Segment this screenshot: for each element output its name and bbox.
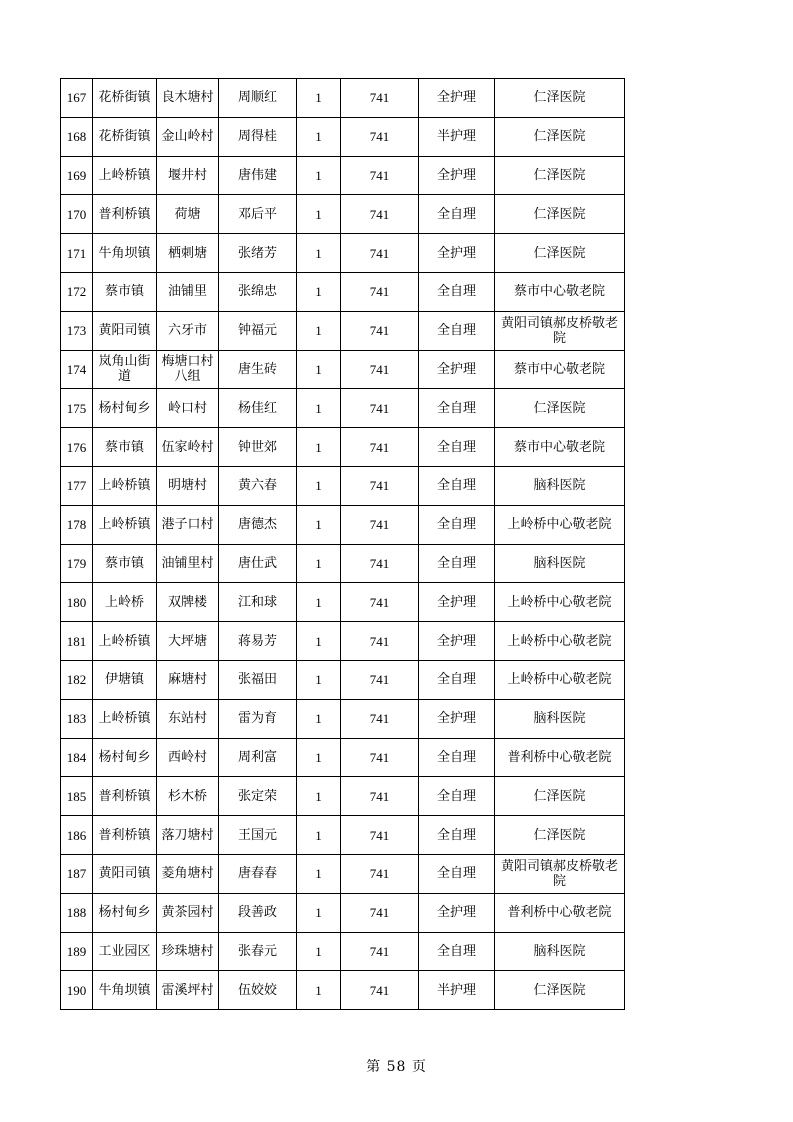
amount-cell: 741 <box>341 195 419 234</box>
village-cell: 明塘村 <box>157 466 219 505</box>
count-cell: 1 <box>297 117 341 156</box>
count-cell: 1 <box>297 583 341 622</box>
care-level-cell: 全自理 <box>419 932 495 971</box>
table-row <box>61 971 625 1010</box>
row-number-cell: 186 <box>61 816 93 855</box>
village-cell: 雷溪坪村 <box>157 971 219 1010</box>
care-level-cell: 全护理 <box>419 583 495 622</box>
row-number-cell: 183 <box>61 699 93 738</box>
facility-cell: 仁泽医院 <box>495 117 625 156</box>
person-name-cell: 唐德杰 <box>219 505 297 544</box>
person-name-cell: 周利富 <box>219 738 297 777</box>
row-number-cell: 171 <box>61 234 93 273</box>
count-cell: 1 <box>297 893 341 932</box>
row-number-cell: 169 <box>61 156 93 195</box>
care-level-cell: 全护理 <box>419 893 495 932</box>
facility-cell: 仁泽医院 <box>495 816 625 855</box>
count-cell: 1 <box>297 622 341 661</box>
row-number-cell: 184 <box>61 738 93 777</box>
town-cell: 上岭桥镇 <box>93 622 157 661</box>
person-name-cell: 张福田 <box>219 660 297 699</box>
count-cell: 1 <box>297 816 341 855</box>
person-name-cell: 唐伟建 <box>219 156 297 195</box>
count-cell: 1 <box>297 777 341 816</box>
care-level-cell: 全自理 <box>419 428 495 467</box>
village-cell: 油铺里 <box>157 272 219 311</box>
table-row <box>61 738 625 777</box>
facility-cell: 普利桥中心敬老院 <box>495 893 625 932</box>
town-cell: 蔡市镇 <box>93 544 157 583</box>
row-number-cell: 168 <box>61 117 93 156</box>
table-row <box>61 234 625 273</box>
town-cell: 牛角坝镇 <box>93 971 157 1010</box>
table-row <box>61 932 625 971</box>
town-cell: 上岭桥 <box>93 583 157 622</box>
care-level-cell: 全自理 <box>419 816 495 855</box>
village-cell: 油铺里村 <box>157 544 219 583</box>
person-name-cell: 雷为育 <box>219 699 297 738</box>
facility-cell: 普利桥中心敬老院 <box>495 738 625 777</box>
table-row <box>61 544 625 583</box>
facility-cell: 脑科医院 <box>495 699 625 738</box>
village-cell: 伍家岭村 <box>157 428 219 467</box>
amount-cell: 741 <box>341 311 419 350</box>
count-cell: 1 <box>297 544 341 583</box>
person-name-cell: 江和球 <box>219 583 297 622</box>
facility-cell: 仁泽医院 <box>495 389 625 428</box>
amount-cell: 741 <box>341 777 419 816</box>
village-cell: 梅塘口村八组 <box>157 350 219 389</box>
village-cell: 西岭村 <box>157 738 219 777</box>
care-level-cell: 全护理 <box>419 79 495 118</box>
person-name-cell: 段善政 <box>219 893 297 932</box>
amount-cell: 741 <box>341 622 419 661</box>
care-level-cell: 半护理 <box>419 117 495 156</box>
care-level-cell: 半护理 <box>419 971 495 1010</box>
care-level-cell: 全自理 <box>419 195 495 234</box>
table-row <box>61 389 625 428</box>
care-level-cell: 全自理 <box>419 389 495 428</box>
amount-cell: 741 <box>341 505 419 544</box>
town-cell: 蔡市镇 <box>93 428 157 467</box>
facility-cell: 脑科医院 <box>495 544 625 583</box>
person-name-cell: 周顺红 <box>219 79 297 118</box>
amount-cell: 741 <box>341 234 419 273</box>
amount-cell: 741 <box>341 738 419 777</box>
facility-cell: 蔡市中心敬老院 <box>495 350 625 389</box>
count-cell: 1 <box>297 389 341 428</box>
amount-cell: 741 <box>341 117 419 156</box>
row-number-cell: 173 <box>61 311 93 350</box>
count-cell: 1 <box>297 311 341 350</box>
table-row <box>61 854 625 893</box>
count-cell: 1 <box>297 932 341 971</box>
facility-cell: 上岭桥中心敬老院 <box>495 622 625 661</box>
table-row <box>61 195 625 234</box>
row-number-cell: 187 <box>61 854 93 893</box>
count-cell: 1 <box>297 854 341 893</box>
facility-cell: 黄阳司镇郝皮桥敬老院 <box>495 854 625 893</box>
town-cell: 蔡市镇 <box>93 272 157 311</box>
care-level-cell: 全护理 <box>419 622 495 661</box>
amount-cell: 741 <box>341 428 419 467</box>
town-cell: 花桥街镇 <box>93 117 157 156</box>
table-row <box>61 311 625 350</box>
village-cell: 菱角塘村 <box>157 854 219 893</box>
count-cell: 1 <box>297 79 341 118</box>
amount-cell: 741 <box>341 79 419 118</box>
person-name-cell: 周得桂 <box>219 117 297 156</box>
care-level-cell: 全护理 <box>419 350 495 389</box>
town-cell: 普利桥镇 <box>93 195 157 234</box>
town-cell: 工业园区 <box>93 932 157 971</box>
facility-cell: 脑科医院 <box>495 932 625 971</box>
table-row <box>61 505 625 544</box>
row-number-cell: 180 <box>61 583 93 622</box>
count-cell: 1 <box>297 350 341 389</box>
person-name-cell: 杨佳红 <box>219 389 297 428</box>
row-number-cell: 176 <box>61 428 93 467</box>
amount-cell: 741 <box>341 660 419 699</box>
amount-cell: 741 <box>341 350 419 389</box>
person-name-cell: 伍姣姣 <box>219 971 297 1010</box>
town-cell: 普利桥镇 <box>93 777 157 816</box>
town-cell: 黄阳司镇 <box>93 854 157 893</box>
care-level-cell: 全自理 <box>419 544 495 583</box>
care-level-cell: 全护理 <box>419 234 495 273</box>
town-cell: 杨村甸乡 <box>93 738 157 777</box>
facility-cell: 仁泽医院 <box>495 234 625 273</box>
village-cell: 落刀塘村 <box>157 816 219 855</box>
amount-cell: 741 <box>341 971 419 1010</box>
amount-cell: 741 <box>341 583 419 622</box>
facility-cell: 上岭桥中心敬老院 <box>495 583 625 622</box>
table-row <box>61 622 625 661</box>
row-number-cell: 181 <box>61 622 93 661</box>
table-row <box>61 466 625 505</box>
count-cell: 1 <box>297 156 341 195</box>
count-cell: 1 <box>297 428 341 467</box>
records-table <box>60 78 625 1010</box>
care-level-cell: 全自理 <box>419 505 495 544</box>
count-cell: 1 <box>297 234 341 273</box>
care-level-cell: 全自理 <box>419 272 495 311</box>
row-number-cell: 182 <box>61 660 93 699</box>
table-row <box>61 79 625 118</box>
facility-cell: 仁泽医院 <box>495 195 625 234</box>
table-row <box>61 117 625 156</box>
town-cell: 上岭桥镇 <box>93 505 157 544</box>
village-cell: 六牙市 <box>157 311 219 350</box>
village-cell: 东站村 <box>157 699 219 738</box>
row-number-cell: 189 <box>61 932 93 971</box>
town-cell: 普利桥镇 <box>93 816 157 855</box>
person-name-cell: 张定荣 <box>219 777 297 816</box>
table-row <box>61 583 625 622</box>
count-cell: 1 <box>297 505 341 544</box>
amount-cell: 741 <box>341 932 419 971</box>
care-level-cell: 全自理 <box>419 777 495 816</box>
care-level-cell: 全护理 <box>419 699 495 738</box>
records-body <box>61 79 625 1010</box>
row-number-cell: 178 <box>61 505 93 544</box>
amount-cell: 741 <box>341 466 419 505</box>
facility-cell: 上岭桥中心敬老院 <box>495 505 625 544</box>
village-cell: 金山岭村 <box>157 117 219 156</box>
facility-cell: 仁泽医院 <box>495 777 625 816</box>
facility-cell: 黄阳司镇郝皮桥敬老院 <box>495 311 625 350</box>
count-cell: 1 <box>297 660 341 699</box>
row-number-cell: 179 <box>61 544 93 583</box>
town-cell: 上岭桥镇 <box>93 699 157 738</box>
count-cell: 1 <box>297 466 341 505</box>
village-cell: 双牌楼 <box>157 583 219 622</box>
table-row <box>61 699 625 738</box>
amount-cell: 741 <box>341 272 419 311</box>
row-number-cell: 177 <box>61 466 93 505</box>
facility-cell: 蔡市中心敬老院 <box>495 428 625 467</box>
row-number-cell: 185 <box>61 777 93 816</box>
town-cell: 花桥街镇 <box>93 79 157 118</box>
village-cell: 荷塘 <box>157 195 219 234</box>
row-number-cell: 167 <box>61 79 93 118</box>
village-cell: 港子口村 <box>157 505 219 544</box>
page-number: 第 58 页 <box>366 1059 427 1075</box>
care-level-cell: 全自理 <box>419 660 495 699</box>
care-level-cell: 全自理 <box>419 854 495 893</box>
amount-cell: 741 <box>341 854 419 893</box>
town-cell: 伊塘镇 <box>93 660 157 699</box>
person-name-cell: 张绵忠 <box>219 272 297 311</box>
person-name-cell: 唐春春 <box>219 854 297 893</box>
person-name-cell: 黄六春 <box>219 466 297 505</box>
amount-cell: 741 <box>341 699 419 738</box>
count-cell: 1 <box>297 699 341 738</box>
facility-cell: 上岭桥中心敬老院 <box>495 660 625 699</box>
person-name-cell: 钟世郊 <box>219 428 297 467</box>
person-name-cell: 蒋易芳 <box>219 622 297 661</box>
table-row <box>61 660 625 699</box>
care-level-cell: 全自理 <box>419 311 495 350</box>
count-cell: 1 <box>297 738 341 777</box>
amount-cell: 741 <box>341 816 419 855</box>
village-cell: 堰井村 <box>157 156 219 195</box>
town-cell: 上岭桥镇 <box>93 466 157 505</box>
row-number-cell: 174 <box>61 350 93 389</box>
amount-cell: 741 <box>341 156 419 195</box>
amount-cell: 741 <box>341 893 419 932</box>
amount-cell: 741 <box>341 544 419 583</box>
person-name-cell: 唐生砖 <box>219 350 297 389</box>
person-name-cell: 张春元 <box>219 932 297 971</box>
table-row <box>61 350 625 389</box>
row-number-cell: 188 <box>61 893 93 932</box>
town-cell: 杨村甸乡 <box>93 389 157 428</box>
table-row <box>61 777 625 816</box>
person-name-cell: 钟福元 <box>219 311 297 350</box>
table-row <box>61 428 625 467</box>
village-cell: 珍珠塘村 <box>157 932 219 971</box>
facility-cell: 仁泽医院 <box>495 156 625 195</box>
count-cell: 1 <box>297 971 341 1010</box>
village-cell: 麻塘村 <box>157 660 219 699</box>
care-level-cell: 全自理 <box>419 466 495 505</box>
table-row <box>61 156 625 195</box>
village-cell: 大坪塘 <box>157 622 219 661</box>
care-level-cell: 全自理 <box>419 738 495 777</box>
count-cell: 1 <box>297 272 341 311</box>
village-cell: 杉木桥 <box>157 777 219 816</box>
village-cell: 栖刺塘 <box>157 234 219 273</box>
facility-cell: 仁泽医院 <box>495 971 625 1010</box>
row-number-cell: 170 <box>61 195 93 234</box>
table-row <box>61 272 625 311</box>
person-name-cell: 张绪芳 <box>219 234 297 273</box>
town-cell: 牛角坝镇 <box>93 234 157 273</box>
row-number-cell: 175 <box>61 389 93 428</box>
village-cell: 黄茶园村 <box>157 893 219 932</box>
amount-cell: 741 <box>341 389 419 428</box>
town-cell: 黄阳司镇 <box>93 311 157 350</box>
row-number-cell: 172 <box>61 272 93 311</box>
village-cell: 良木塘村 <box>157 79 219 118</box>
facility-cell: 脑科医院 <box>495 466 625 505</box>
person-name-cell: 唐仕武 <box>219 544 297 583</box>
town-cell: 杨村甸乡 <box>93 893 157 932</box>
care-level-cell: 全护理 <box>419 156 495 195</box>
row-number-cell: 190 <box>61 971 93 1010</box>
facility-cell: 仁泽医院 <box>495 79 625 118</box>
facility-cell: 蔡市中心敬老院 <box>495 272 625 311</box>
town-cell: 上岭桥镇 <box>93 156 157 195</box>
table-row <box>61 816 625 855</box>
person-name-cell: 邓后平 <box>219 195 297 234</box>
town-cell: 岚角山街道 <box>93 350 157 389</box>
person-name-cell: 王国元 <box>219 816 297 855</box>
village-cell: 岭口村 <box>157 389 219 428</box>
table-row <box>61 893 625 932</box>
count-cell: 1 <box>297 195 341 234</box>
